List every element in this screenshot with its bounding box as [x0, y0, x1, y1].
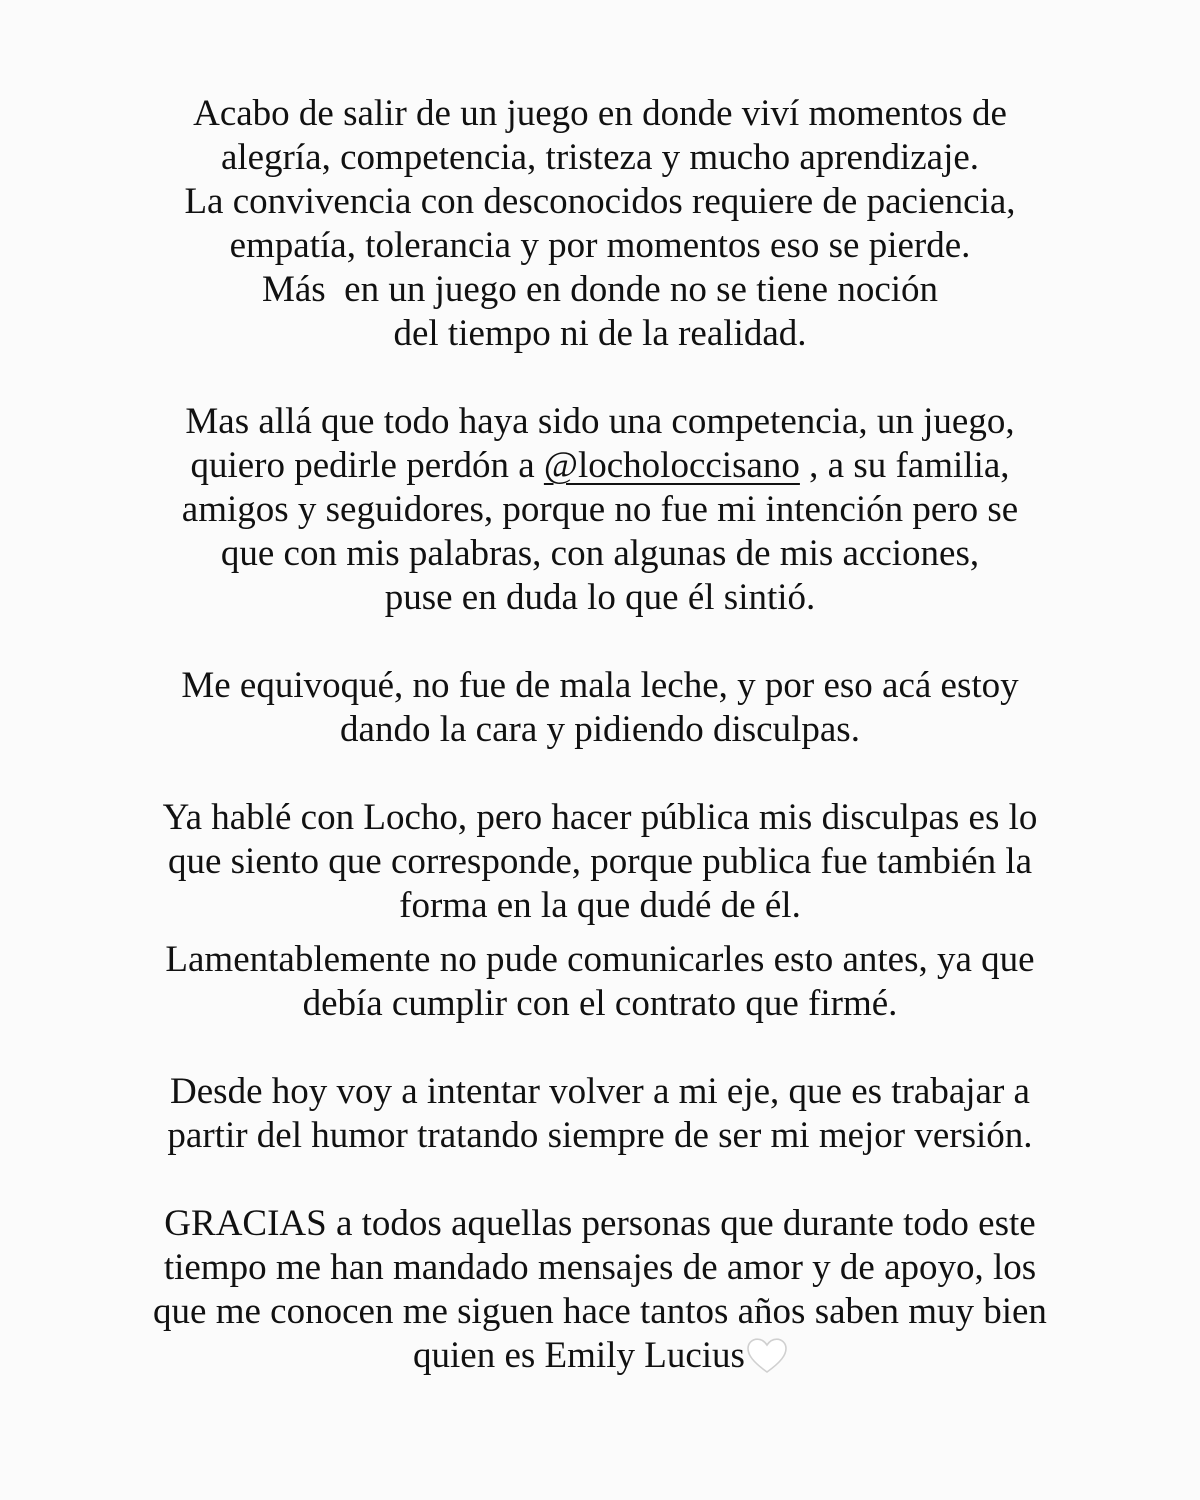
text-line: alegría, competencia, tristeza y mucho aprendizaje. [220, 137, 980, 178]
paragraph-apology [0, 400, 1200, 620]
text-line: Lamentablemente no pude comunicarles esto antes, ya que [165, 939, 1035, 980]
text-line: empatía, tolerancia y por momentos eso se pierde. [229, 225, 971, 266]
text-line: puse en duda lo que él sintió. [384, 577, 816, 618]
paragraph-contract [0, 938, 1200, 1026]
text-line: que siento que corresponde, porque publica fue también la [167, 841, 1033, 882]
text-line: Desde hoy voy a intentar volver a mi eje, que es trabajar a [170, 1071, 1030, 1112]
paragraph-thanks [0, 1202, 1200, 1378]
text-line: que con mis palabras, con algunas de mis acciones, [220, 533, 980, 574]
text-line-with-mention [0, 444, 1200, 488]
mention-suffix-text: , a su familia, [799, 445, 1010, 486]
text-line: Me equivoqué, no fue de mala leche, y por eso acá estoy [181, 665, 1019, 706]
white-heart-icon [747, 1338, 787, 1374]
mention-prefix-text: quiero pedirle perdón a [190, 445, 544, 486]
text-line: tiempo me han mandado mensajes de amor y de apoyo, los [163, 1247, 1037, 1288]
signature-text: quien es Emily Lucius [413, 1335, 745, 1376]
paragraph-public-apology [0, 796, 1200, 928]
text-line: Ya hablé con Locho, pero hacer pública mis disculpas es lo [162, 797, 1038, 838]
text-line: amigos y seguidores, porque no fue mi intención pero se [181, 489, 1019, 530]
text-line: debía cumplir con el contrato que firmé. [302, 983, 898, 1024]
text-line: Mas allá que todo haya sido una competencia, un juego, [185, 401, 1015, 442]
text-line: forma en la que dudé de él. [399, 885, 801, 926]
story-text [0, 92, 1200, 1378]
paragraph-back-to-humor [0, 1070, 1200, 1158]
paragraph-game-exit [0, 92, 1200, 356]
text-line: La convivencia con desconocidos requiere de paciencia, [184, 181, 1016, 222]
text-line: del tiempo ni de la realidad. [393, 313, 807, 354]
user-mention-link[interactable]: @locholoccisano [543, 445, 800, 486]
text-line: Acabo de salir de un juego en donde viví momentos de [193, 93, 1007, 134]
text-line: que me conocen me siguen hace tantos años saben muy bien [153, 1291, 1047, 1332]
text-line: GRACIAS a todos aquellas personas que durante todo este [164, 1203, 1036, 1244]
paragraph-mistake [0, 664, 1200, 752]
text-line: partir del humor tratando siempre de ser mi mejor versión. [167, 1115, 1033, 1156]
text-line: Más en un juego en donde no se tiene noción [261, 269, 939, 310]
text-line-signature [0, 1334, 1200, 1378]
text-line: dando la cara y pidiendo disculpas. [340, 709, 860, 750]
